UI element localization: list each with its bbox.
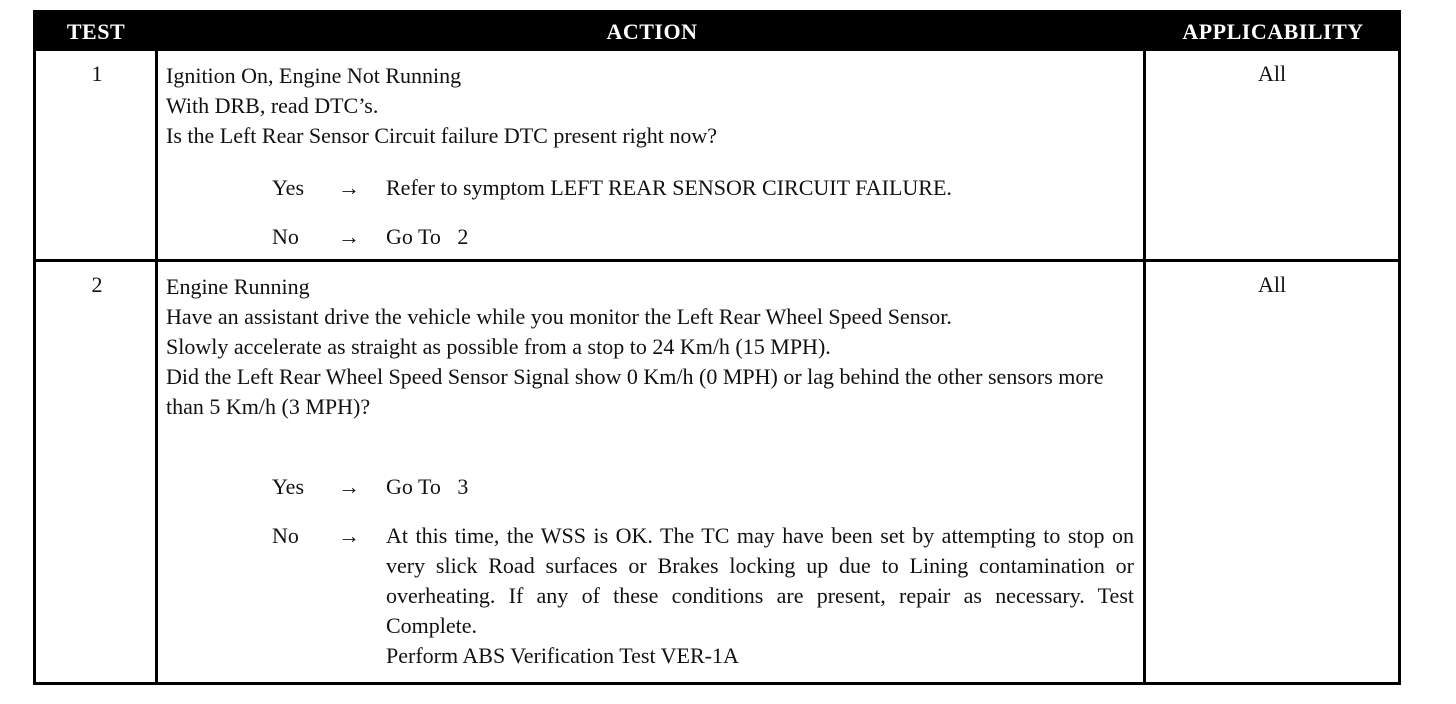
- action-cell: [166, 61, 1138, 249]
- answer-text: [386, 521, 1134, 671]
- action-line: Is the Left Rear Sensor Circuit failure DTC present right now?: [166, 123, 718, 148]
- answer-label: No: [272, 523, 299, 548]
- arrow-icon: →: [338, 523, 360, 548]
- arrow-icon: →: [338, 175, 360, 200]
- applicability-cell: All: [1257, 272, 1287, 297]
- arrow-icon: →: [338, 224, 360, 249]
- action-line: With DRB, read DTC’s.: [166, 93, 379, 118]
- test-number: 2: [91, 272, 103, 297]
- answer-text-final: Perform ABS Verification Test VER-1A: [386, 643, 739, 668]
- table-header: [36, 13, 1398, 51]
- action-line: Ignition On, Engine Not Running: [166, 63, 462, 88]
- action-line: Have an assistant drive the vehicle while you monitor the Left Rear Wheel Speed Sensor.: [166, 304, 952, 329]
- header-action: ACTION: [606, 19, 698, 44]
- header-applicability: APPLICABILITY: [1182, 19, 1364, 44]
- header-test: TEST: [66, 19, 126, 44]
- table-row: [36, 51, 1398, 259]
- answer-label: Yes: [272, 474, 305, 499]
- answer-text: Go To 3: [386, 474, 469, 499]
- answer-text: Refer to symptom LEFT REAR SENSOR CIRCUIT FAILURE.: [386, 175, 952, 200]
- answer-label: Yes: [272, 175, 305, 200]
- action-line: Slowly accelerate as straight as possible from a stop to 24 Km/h (15 MPH).: [166, 334, 831, 359]
- action-line: Did the Left Rear Wheel Speed Sensor Signal show 0 Km/h (0 MPH) or lag behind the other sensors more than 5 Km/h (3 MPH)?: [166, 364, 1104, 419]
- answer-label: No: [272, 224, 299, 249]
- table-row: [36, 262, 1398, 682]
- diagnostic-table: [33, 10, 1401, 685]
- answer-text: Go To 2: [386, 224, 469, 249]
- action-line: Engine Running: [166, 274, 310, 299]
- action-cell: [166, 272, 1138, 668]
- arrow-icon: →: [338, 474, 360, 499]
- test-number: 1: [91, 61, 103, 86]
- answer-text-body: At this time, the WSS is OK. The TC may have been set by attempting to stop on very slick Road surfaces or Brakes locking up due to Lining contamination or overheating. If any of these conditions are present, repair as necessary. Test Complete.: [386, 523, 1134, 638]
- applicability-cell: All: [1257, 61, 1287, 86]
